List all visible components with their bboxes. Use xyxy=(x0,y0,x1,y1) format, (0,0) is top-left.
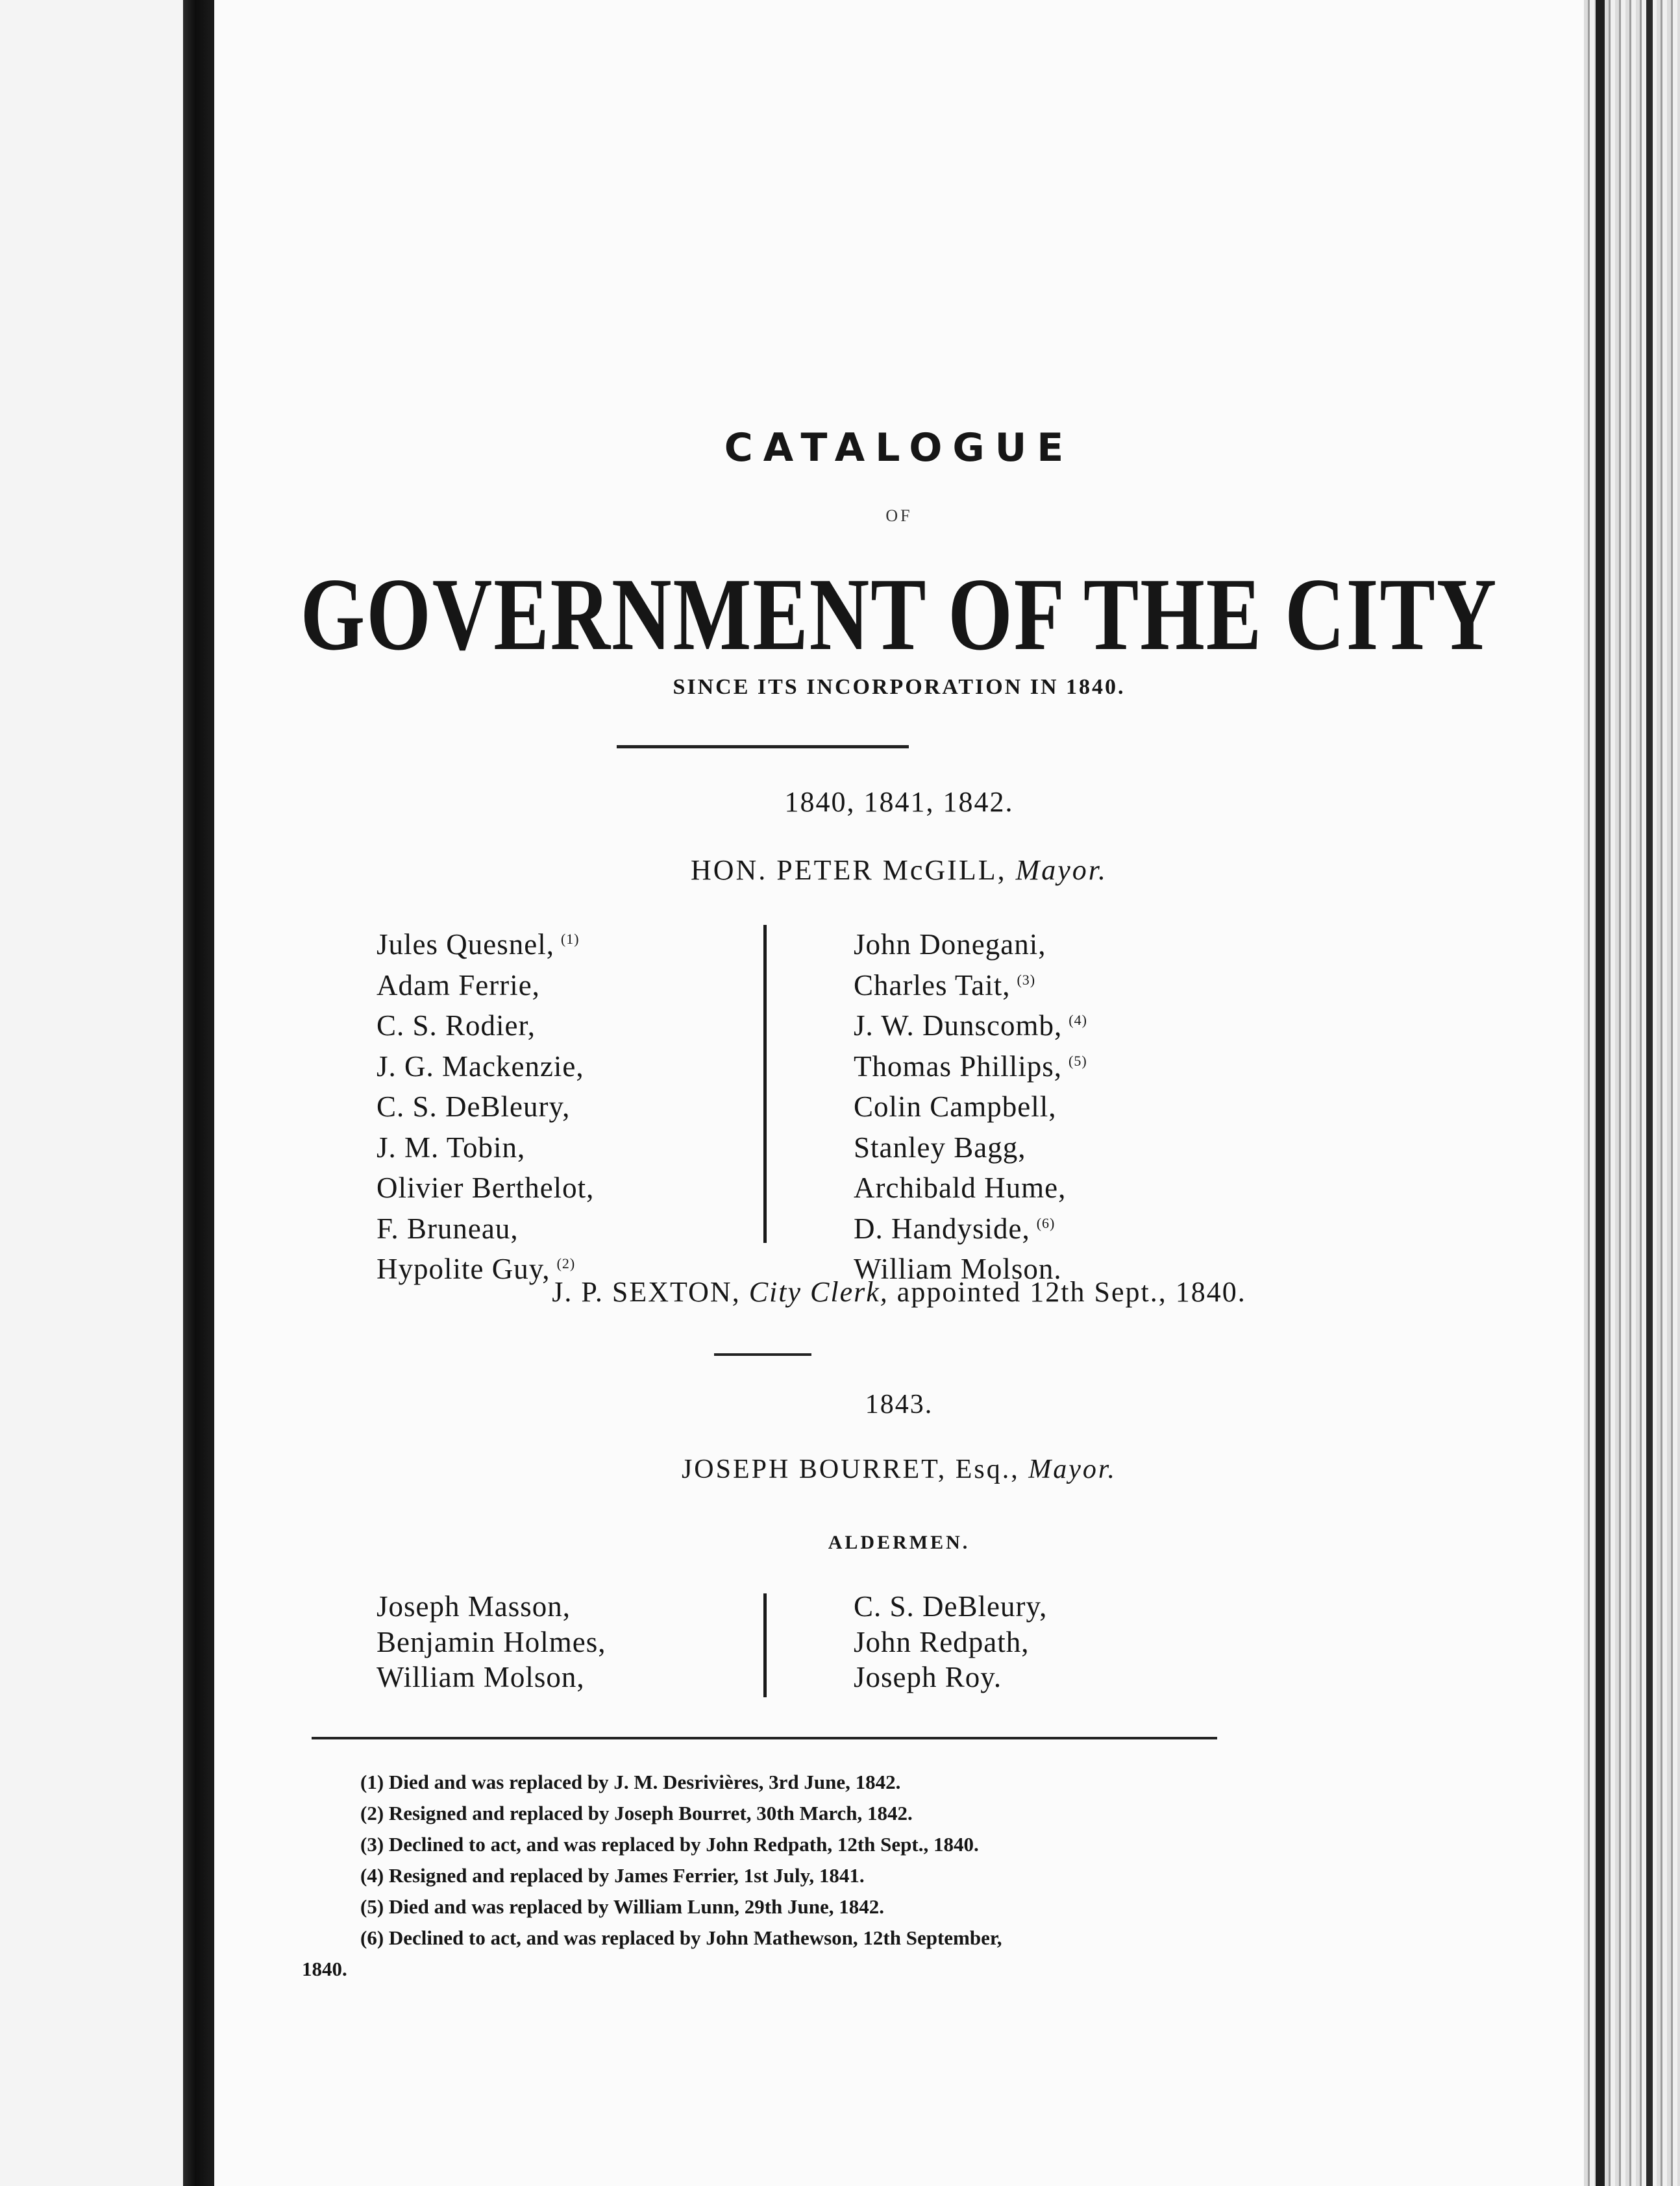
council-left-column xyxy=(377,922,600,1287)
list-item: Archibald Hume, xyxy=(854,1172,1067,1204)
section2-year: 1843. xyxy=(865,1390,933,1419)
of-word: OF xyxy=(885,506,913,525)
footnotes xyxy=(302,1767,1002,1985)
page-subtitle: SINCE ITS INCORPORATION IN 1840. xyxy=(673,675,1126,699)
mayor-title: Mayor. xyxy=(1028,1455,1117,1484)
list-item: John Donegani, xyxy=(854,928,1046,961)
facing-page-edge xyxy=(0,0,183,2186)
list-item: J. W. Dunscomb, $^{(4)}$ xyxy=(854,1009,1087,1042)
list-item: Joseph Masson, xyxy=(377,1590,571,1623)
mayor-name: HON. PETER McGILL, xyxy=(690,854,1007,886)
aldermen-heading: ALDERMEN. xyxy=(828,1532,970,1553)
list-item: J. G. Mackenzie, xyxy=(377,1050,584,1083)
section1-years: 1840, 1841, 1842. xyxy=(784,786,1014,818)
list-item: F. Bruneau, xyxy=(377,1212,519,1245)
list-item: Jules Quesnel, $^{(1)}$ xyxy=(377,928,580,961)
list-item: Benjamin Holmes, xyxy=(377,1625,606,1658)
mayor-title: Mayor. xyxy=(1015,854,1108,886)
book-gutter xyxy=(183,0,214,2186)
city-clerk-line xyxy=(214,1275,1584,1308)
list-item: J. M. Tobin, xyxy=(377,1131,526,1164)
section-rule xyxy=(714,1353,811,1356)
list-item: Adam Ferrie, xyxy=(377,968,540,1001)
aldermen-right-column xyxy=(854,1589,1047,1695)
section1-mayor xyxy=(214,854,1584,887)
list-item: Thomas Phillips, $^{(5)}$ xyxy=(854,1050,1087,1083)
footnote-continuation: 1840. xyxy=(302,1958,347,1980)
column-divider xyxy=(763,1593,767,1697)
list-item: Joseph Roy. xyxy=(854,1661,1002,1693)
page-title: GOVERNMENT OF THE CITY xyxy=(300,556,1498,672)
list-item: William Molson. xyxy=(854,1253,1062,1285)
list-item: D. Handyside, $^{(6)}$ xyxy=(854,1212,1056,1245)
list-item: C. S. Rodier, xyxy=(377,1009,536,1042)
council-right-column xyxy=(854,922,1087,1287)
page-stack-edge xyxy=(1584,0,1680,2186)
footnote: (2) Resigned and replaced by Joseph Bourret, 30th March, 1842. xyxy=(360,1802,913,1824)
title-rule xyxy=(617,745,909,748)
list-item: Charles Tait, $^{(3)}$ xyxy=(854,968,1036,1001)
clerk-name: J. P. SEXTON, xyxy=(552,1276,741,1308)
section2-mayor xyxy=(214,1454,1584,1485)
mayor-name: JOSEPH BOURRET, Esq., xyxy=(681,1455,1020,1484)
footnote: (4) Resigned and replaced by James Ferrier, 1st July, 1841. xyxy=(360,1864,865,1887)
footnote: (1) Died and was replaced by J. M. Desrivières, 3rd June, 1842. xyxy=(360,1771,901,1793)
list-item: Colin Campbell, xyxy=(854,1090,1057,1123)
list-item: Stanley Bagg, xyxy=(854,1131,1026,1164)
column-divider xyxy=(763,925,767,1243)
clerk-title: City Clerk, xyxy=(748,1276,889,1308)
footnote: (6) Declined to act, and was replaced by John Mathewson, 12th September, xyxy=(360,1926,1002,1949)
list-item: C. S. DeBleury, xyxy=(377,1090,571,1123)
footnote-rule xyxy=(312,1737,1217,1739)
book-page xyxy=(214,0,1584,2186)
clerk-appointment: appointed 12th Sept., 1840. xyxy=(896,1276,1246,1308)
list-item: C. S. DeBleury, xyxy=(854,1590,1048,1623)
catalogue-heading: CATALOGUE xyxy=(724,425,1074,471)
footnote: (3) Declined to act, and was replaced by John Redpath, 12th Sept., 1840. xyxy=(360,1833,979,1856)
list-item: Hypolite Guy, $^{(2)}$ xyxy=(377,1253,576,1285)
footnote: (5) Died and was replaced by William Lunn, 29th June, 1842. xyxy=(360,1895,884,1918)
list-item: John Redpath, xyxy=(854,1625,1030,1658)
list-item: Olivier Berthelot, xyxy=(377,1172,595,1204)
list-item: William Molson, xyxy=(377,1661,585,1693)
aldermen-left-column xyxy=(377,1589,606,1695)
